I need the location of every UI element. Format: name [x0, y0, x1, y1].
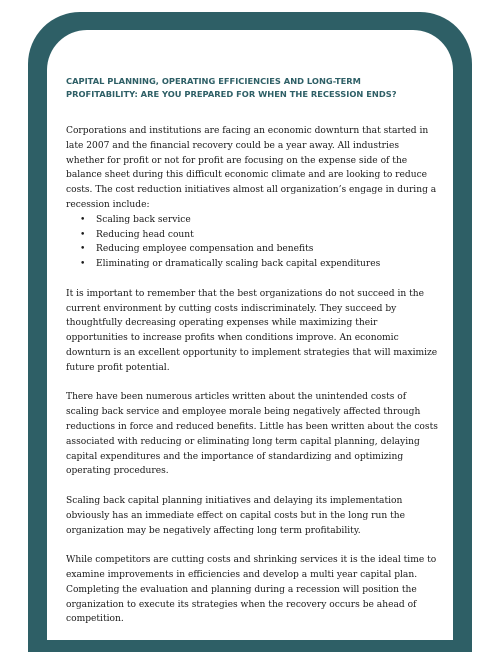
- cost-reduction-list: [66, 213, 440, 272]
- bullet-icon: •: [80, 229, 86, 240]
- list-item: • Reducing head count: [96, 228, 440, 243]
- list-item: • Reducing employee compensation and benefits: [96, 242, 440, 257]
- bullet-icon: •: [80, 214, 86, 225]
- body-paragraph: Scaling back capital planning initiatives and delaying its implementation obviously has an immediate effect on capital costs but in the long run the organization may be negatively affecting long term profitability.: [66, 495, 406, 536]
- list-item: • Scaling back service: [96, 213, 440, 228]
- bullet-icon: •: [80, 244, 86, 255]
- body-paragraph: There have been numerous articles written about the unintended costs of scaling back service and employee morale being negatively affected through reductions in force and reduced benefits. Little has been written about the costs associated with reducing or eliminating long term capital planning, delaying capital expenditures and the importance of standardizing and optimizing operating procedures.: [66, 392, 438, 477]
- intro-paragraph: Corporations and institutions are facing an economic downturn that started in late 2007 and the financial recovery could be a year away. All industries whether for profit or not for profit are focusing on the expense side of the balance sheet during this difficult economic climate and are looking to reduce costs. The cost reduction initiatives almost all organization’s engage in during a recession include:: [66, 126, 437, 210]
- bullet-icon: •: [80, 259, 86, 270]
- title-line-1: CAPITAL PLANNING, OPERATING EFFICIENCIES AND LONG-TERM: [66, 76, 361, 86]
- document-body: [66, 124, 440, 627]
- body-paragraph: While competitors are cutting costs and shrinking services it is the ideal time to examine improvements in efficiencies and develop a multi year capital plan. Completing the evaluation and planning during a recession will position the organization to execute its strategies when the recovery occurs be ahead of competition.: [66, 555, 437, 625]
- list-item: • Eliminating or dramatically scaling back capital expenditures: [96, 257, 440, 272]
- body-paragraph: It is important to remember that the best organizations do not succeed in the current environment by cutting costs indiscriminately. They succeed by thoughtfully decreasing operating expenses while maximizing their opportunities to increase profits when conditions improve. An economic downturn is an excellent opportunity to implement strategies that will maximize future profit potential.: [66, 288, 438, 373]
- document-title: [66, 75, 446, 101]
- title-line-2: PROFITABILITY: ARE YOU PREPARED FOR WHEN THE RECESSION ENDS?: [66, 89, 397, 99]
